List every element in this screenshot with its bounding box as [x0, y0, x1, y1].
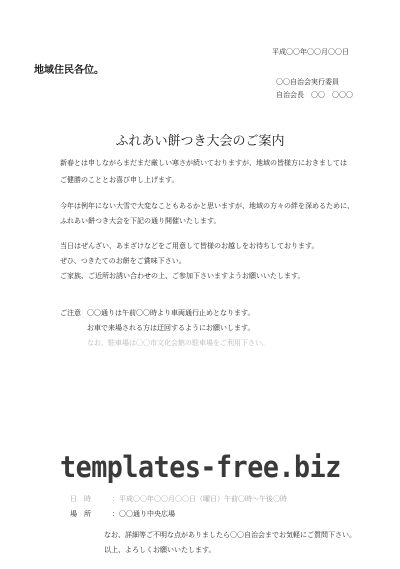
body-paragraph-3-line-2: ぜひ、つきたてのお餅をご賞味下さい。 — [60, 257, 186, 265]
body-paragraph-1-line-2: ご健勝のこととお喜び申し上げます。 — [60, 176, 179, 184]
watermark-logo: templates-free.biz — [60, 450, 341, 484]
datetime-value: ：平成〇〇年〇〇月〇〇日（曜日）午前〇時～午後〇時 — [112, 495, 287, 503]
place-value: ：〇〇通り中央広場 — [112, 510, 175, 518]
sender-name: 自治会長 〇〇 〇〇〇 — [276, 91, 353, 99]
notice-line-1: 〇〇通りは午前〇〇時より車両通行止めとなります。 — [87, 309, 255, 317]
body-paragraph-2-line-2: ふれあい餅つき大会を下記の通り開催いたします。 — [60, 217, 221, 225]
notice-label: ご注意 — [60, 309, 81, 317]
document-date: 平成〇〇年〇〇月〇〇日 — [272, 48, 349, 56]
notice-line-3: なお、駐車場は〇〇市文化会館の駐車場をご利用下さい。 — [87, 339, 269, 347]
closing-line-1: なお、詳細等ご不明な点がありましたら〇〇自治会までお気軽にご質問下さい。 — [104, 531, 356, 539]
notice-line-2: お車で来場される方は迂回するようにお願いします。 — [87, 324, 255, 332]
body-paragraph-1-line-1: 新春とは申しながらまだまだ厳しい寒さが続いておりますが、地域の皆様方におきましては — [60, 159, 347, 167]
place-label: 場 所 — [70, 510, 91, 518]
body-paragraph-3-line-3: ご家族、ご近所お誘い合わせの上、ご参加下さいますようお願いいたします。 — [60, 272, 305, 280]
datetime-label: 日 時 — [70, 495, 91, 503]
body-paragraph-2-line-1: 今年は例年にない大雪で大変なこともあるかと思いますが、地域の方々の絆を深めるために、 — [60, 202, 354, 210]
recipient-line: 地域住民各位。 — [34, 65, 104, 76]
closing-line-2: 以上、よろしくお願いいたします。 — [104, 546, 216, 554]
sender-organization: 〇〇自治会実行委員 — [276, 78, 339, 86]
document-title: ふれあい餅つき大会のご案内 — [115, 134, 285, 149]
body-paragraph-3-line-1: 当日はぜんざい、あまざけなどをご用意して皆様のお越しをお待ちしております。 — [60, 242, 319, 250]
